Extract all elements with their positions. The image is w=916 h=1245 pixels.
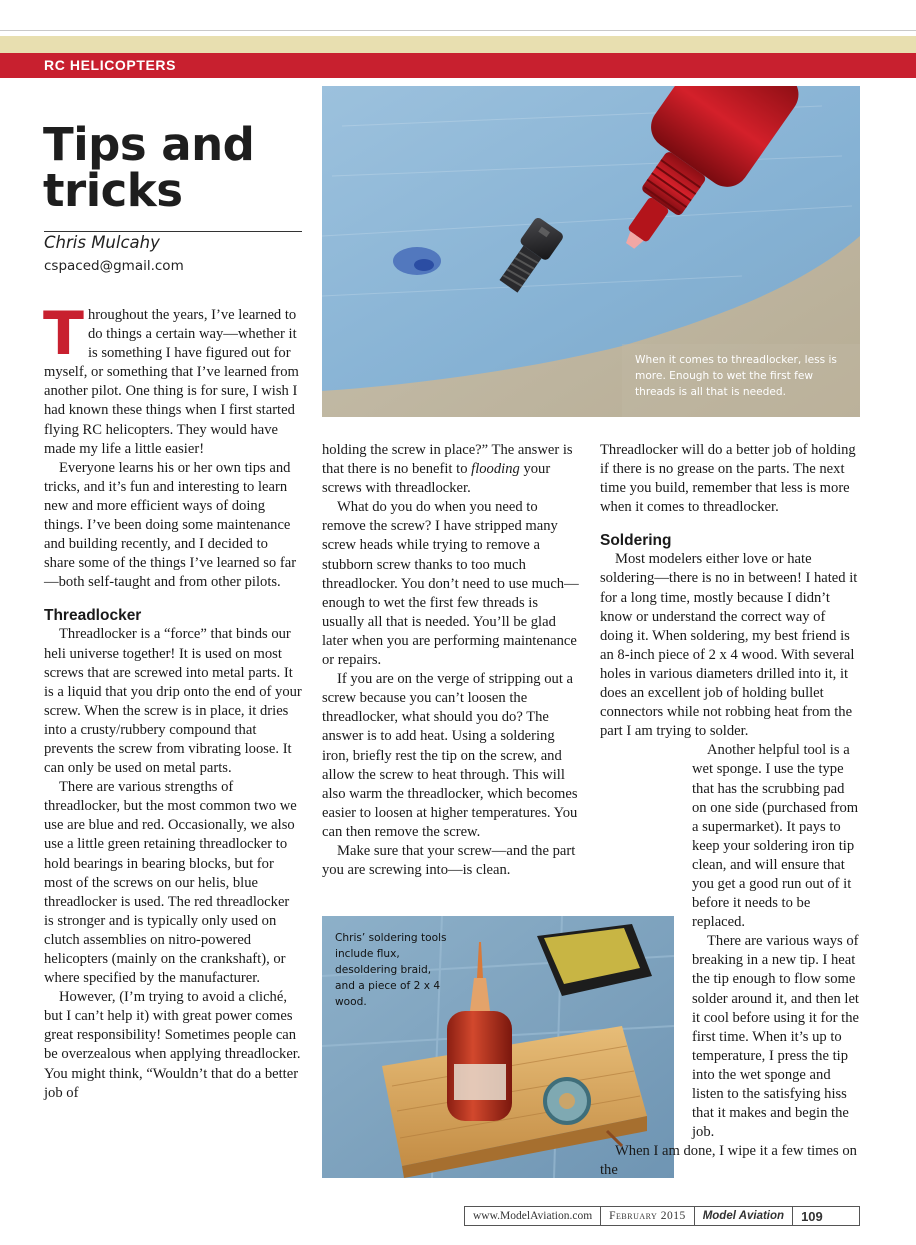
footer-page-number: 109 (801, 1208, 823, 1224)
threadlocker-paragraph-3: However, (I’m trying to avoid a cliché, but I can’t help it) with great power comes great responsibility! Sometimes people can be overzealous when applying threadlocker. You might think, “Wouldn’t that do a better job of (44, 989, 301, 1101)
top-photo-caption: When it comes to threadlocker, less is more. Enough to wet the first few threads is all that is needed. (635, 354, 837, 398)
column-2-paragraph-2: What do you do when you need to remove the screw? I have stripped many screw heads while trying to remove a stubborn screw thanks to too much threadlocker. You don’t need to use much—enough to wet the first few threads is usually all that is needed. You’ll be glad later when you are performing maintenance or repairs. (322, 499, 579, 669)
column-3 (600, 441, 860, 1180)
soldering-paragraph-3: There are various ways of breaking in a new tip. I heat the tip enough to flow some solder around it, and then let it cool before using it for the first time. When it’s up to temperature, I press the tip into the wet sponge and listen to the satisfying hiss that it makes and begin the job. (692, 933, 859, 1141)
article-title: Tips and tricks (43, 118, 255, 217)
threadlocker-paragraph-1: Threadlocker is a “force” that binds our heli universe together! It is used on most screws that are screwed into metal parts. It is a liquid that you drip onto the end of your screw. When the screw is in place, it dries into a crusty/rubbery compound that prevents the screw from vibrating loose. It can only be used on metal parts. (44, 626, 302, 777)
threadlocker-paragraph-2: There are various strengths of threadlocker, but the most common two we use are blue and red. Occasionally, we also use a little green retaining threadlocker to hold bearings in bearing blocks, but for most of the screws on our helis, blue threadlocker is used. The red threadlocker is stronger and is typically only used on clutch assemblies on nitro-powered helicopters (mainly on the crankshaft), or where specified by the manufacturer. (44, 779, 297, 987)
column-1 (43, 299, 302, 1103)
page-footer (464, 1206, 860, 1226)
footer-website[interactable]: www.ModelAviation.com (465, 1207, 601, 1225)
footer-magazine-name: Model Aviation (695, 1207, 793, 1225)
top-rule (0, 30, 916, 31)
soldering-paragraph-4: When I am done, I wipe it a few times on the (600, 1143, 857, 1179)
author-name: Chris Mulcahy (44, 233, 160, 252)
bottom-photo-caption: Chris’ soldering tools include flux, desoldering braid, and a piece of 2 x 4 wood. (335, 932, 447, 1008)
column-2 (322, 441, 580, 880)
section-label: RC HELICOPTERS (44, 57, 177, 73)
drop-cap: T (43, 299, 84, 369)
column-2-paragraph-3: If you are on the verge of stripping out a screw because you can’t loosen the threadlocker, what should you do? The answer is to add heat. Using a soldering iron, briefly rest the tip on the screw, and allow the screw to heat through. This will also warm the threadlocker, which becomes easier to loosen at higher temperatures. You can then remove the screw. (322, 671, 578, 840)
column-3-paragraph-1: Threadlocker will do a better job of holding if there is no grease on the parts. The next time you build, remember that less is more when it comes to threadlocker. (600, 442, 856, 516)
threadlocker-heading: Threadlocker (44, 607, 142, 625)
soldering-paragraph-2: Another helpful tool is a wet sponge. I use the type that has the scrubbing pad on one side (purchased from a supermarket). It pays to keep your soldering iron tip clean, and will ensure that you get a good run out of it before it needs to be replaced. (692, 742, 859, 931)
column-2-paragraph-1: holding the screw in place?” The answer is that there is no benefit to flooding your screws with threadlocker. (322, 442, 573, 497)
column-2-paragraph-4: Make sure that your screw—and the part you are screwing into—is clean. (322, 842, 576, 879)
title-rule (44, 231, 302, 232)
footer-issue-date: February 2015 (601, 1207, 695, 1225)
soldering-heading: Soldering (600, 532, 672, 550)
author-email: cspaced@gmail.com (44, 258, 184, 274)
header-tan-band (0, 36, 916, 53)
intro-paragraph-2: Everyone learns his or her own tips and tricks, and it’s fun and interesting to learn new and more efficient ways of doing things. I’ve been doing some maintenance and building recently, and I decided to share some of the things I’ve learned so far—both self-taught and from other pilots. (44, 459, 297, 591)
soldering-paragraph-1: Most modelers either love or hate soldering—there is no in between! I hated it for a long time, mostly because I didn’t know or understand the correct way of doing it. When soldering, my best friend is an 8-inch piece of 2 x 4 wood. With several holes in various diameters drilled into it, it does an excellent job of holding bullet connectors while not robbing heat from the part I am trying to solder. (600, 551, 858, 740)
intro-paragraph-1: Throughout the years, I’ve learned to do things a certain way—whether it is something I have figured out for myself, or something that I’ve learned from another pilot. One thing is for sure, I wish I had known these things when I first started flying RC helicopters. They would have made my life a little easier! (43, 299, 299, 457)
